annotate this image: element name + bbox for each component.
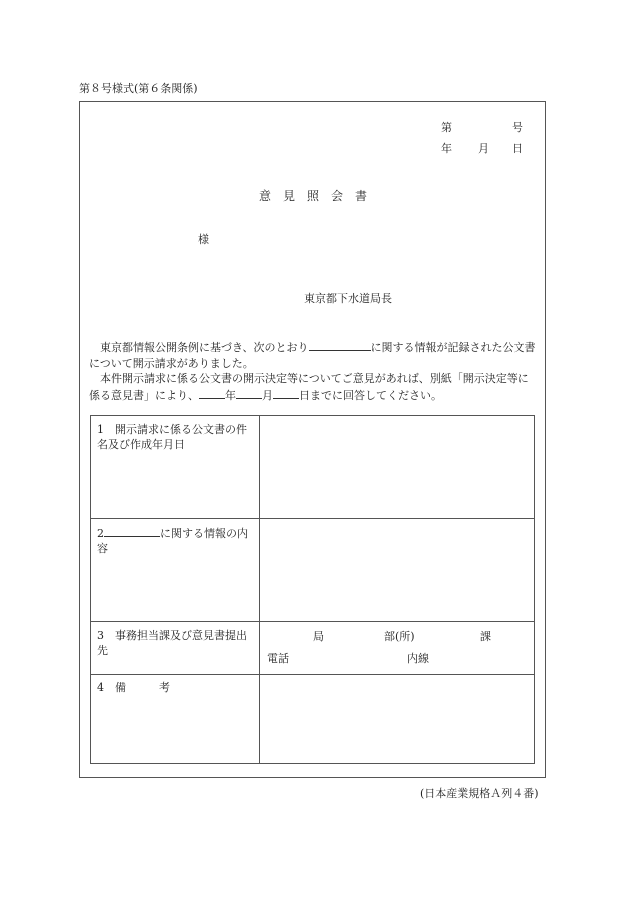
p1-text-a: 東京都情報公開条例に基づき、次のとおり <box>100 341 309 354</box>
document-title: 意 見 照 会 書 <box>259 189 368 203</box>
p2-month-blank <box>236 387 262 399</box>
row1-label: 1 開示請求に係る公文書の件名及び作成年月日 <box>97 423 247 451</box>
row2-label-cell <box>97 525 255 556</box>
row-divider <box>91 621 534 622</box>
p2-text-a: 本件開示請求に係る公文書の開示決定等についてご意見があれば、別紙「開示決定等に係る意見書」により、 <box>89 372 529 402</box>
row2-label: に関する情報の内容 <box>97 527 248 555</box>
row2-blank <box>104 525 160 537</box>
row3-label: 3 事務担当課及び意見書提出先 <box>97 629 247 657</box>
p2-year-blank <box>199 387 225 399</box>
addressee-suffix: 様 <box>198 233 209 246</box>
sender-name: 東京都下水道局長 <box>304 292 392 305</box>
row2-num: 2 <box>97 527 104 540</box>
p2-day-blank <box>273 387 299 399</box>
number-go: 号 <box>512 121 523 134</box>
paragraph-2 <box>89 371 537 404</box>
p2-month: 月 <box>262 389 273 402</box>
info-table <box>90 415 535 764</box>
p1-blank <box>309 339 371 351</box>
row3-bu: 部(所) <box>384 630 415 643</box>
date-month: 月 <box>478 142 489 155</box>
row4-label: 4 備 考 <box>97 681 170 694</box>
table-divider <box>259 416 260 763</box>
p2-text-b: 日までに回答してください。 <box>299 389 442 402</box>
row-divider <box>91 518 534 519</box>
row3-kyoku: 局 <box>313 630 324 643</box>
row3-ka: 課 <box>480 630 491 643</box>
row-divider <box>91 674 534 675</box>
form-number: 第８号様式(第６条関係) <box>79 82 198 95</box>
p1-text-b: に関する情報が記録された公文書について開示請求がありました。 <box>89 341 536 370</box>
date-year: 年 <box>441 142 452 155</box>
row3-phone: 電話 <box>267 652 289 665</box>
date-day: 日 <box>512 142 523 155</box>
paragraph-1 <box>89 339 537 372</box>
number-dai: 第 <box>441 121 452 134</box>
row3-extension: 内線 <box>407 652 429 665</box>
p2-year: 年 <box>225 389 236 402</box>
paper-size-note: (日本産業規格Ａ列４番) <box>420 787 539 800</box>
